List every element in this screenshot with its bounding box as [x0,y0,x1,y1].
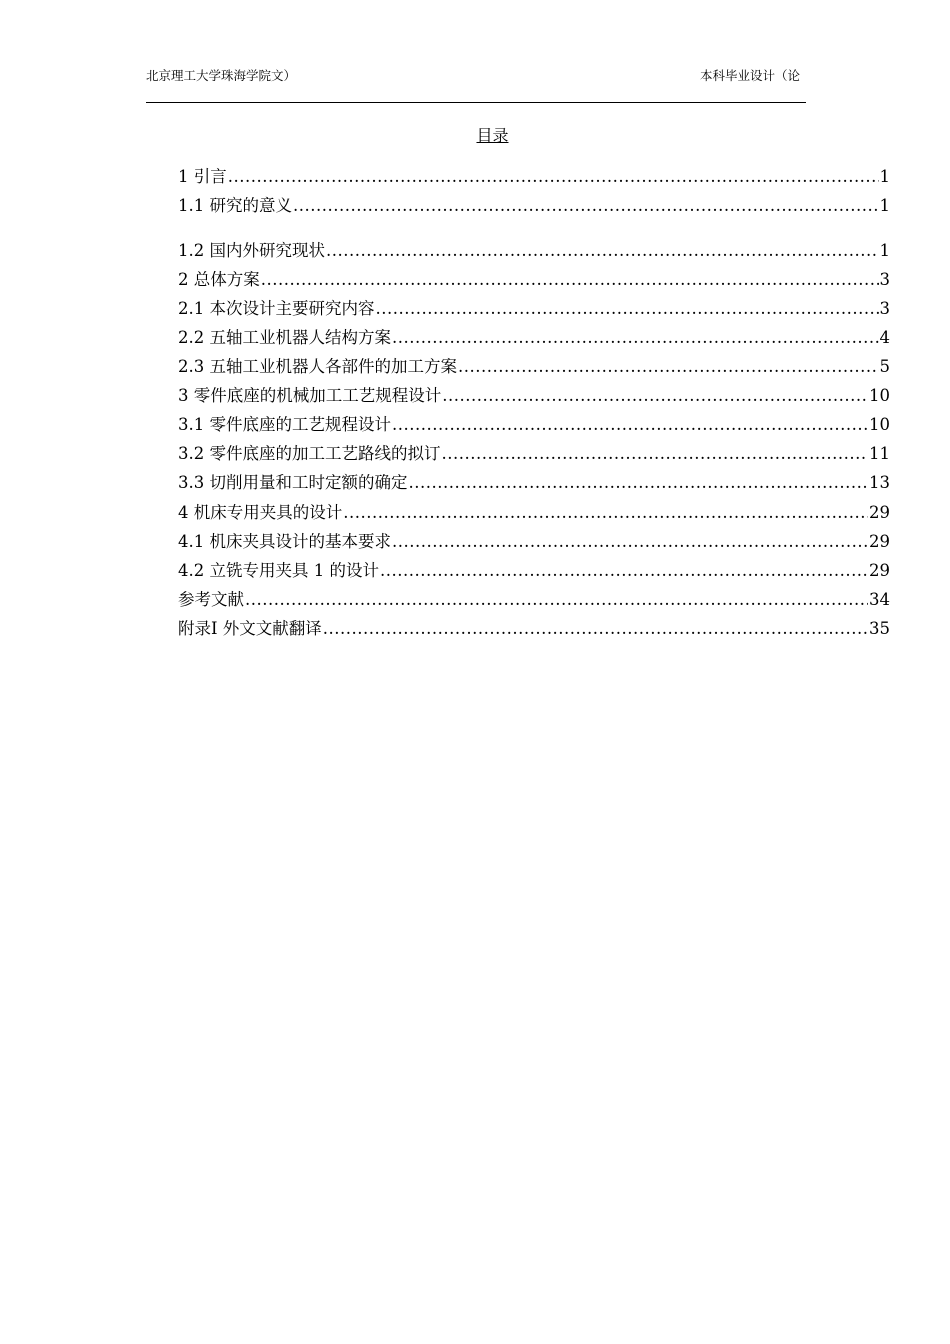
toc-leader-dots [442,385,868,407]
toc-entry[interactable] [178,356,890,378]
toc-entry[interactable] [178,269,890,291]
toc-entry[interactable] [178,166,890,188]
toc-entry-page: 3 [879,299,890,318]
toc-entry-label: 3.2 零件底座的加工工艺路线的拟订 [178,444,441,463]
toc-entry-page: 29 [869,503,890,522]
toc-leader-dots [409,472,869,494]
toc-title-text: 目录 [476,126,509,145]
toc-entry-label: 1.2 国内外研究现状 [178,241,325,260]
toc-entry[interactable] [178,502,890,524]
toc-entry-label: 1.1 研究的意义 [178,196,292,215]
toc-leader-dots [326,240,879,262]
toc-entry-label: 4 机床专用夹具的设计 [178,503,343,522]
toc-entry-page: 29 [869,561,890,580]
toc-entry[interactable] [178,531,890,553]
toc-entry[interactable] [178,443,890,465]
toc-entry-page: 10 [869,386,890,405]
toc-entry-label: 3 零件底座的机械加工工艺规程设计 [178,386,442,405]
toc-entry-page: 5 [879,357,890,376]
toc-entry-label: 4.1 机床夹具设计的基本要求 [178,532,391,551]
toc-entry[interactable] [178,327,890,349]
toc-entry-label: 附录Ⅰ 外文文献翻译 [178,619,322,638]
toc-entry-label: 3.3 切削用量和工时定额的确定 [178,473,408,492]
toc-entry-label: 4.2 立铣专用夹具 1 的设计 [178,561,379,580]
toc-entry-page: 1 [879,241,890,260]
toc-leader-dots [261,269,879,291]
toc-entry[interactable] [178,618,890,640]
toc-leader-dots [343,502,868,524]
toc-leader-dots [245,589,868,611]
toc-entry-page: 4 [879,328,890,347]
toc-entry[interactable] [178,240,890,262]
toc-entry-page: 13 [869,473,890,492]
toc-entry-page: 1 [879,167,890,186]
toc-entry-page: 10 [869,415,890,434]
toc-entry[interactable] [178,195,890,217]
toc-entry-label: 2.1 本次设计主要研究内容 [178,299,375,318]
toc-entry-page: 34 [869,590,890,609]
toc-entry-page: 3 [879,270,890,289]
toc-entry-label: 1 引言 [178,167,227,186]
toc-leader-dots [392,414,868,436]
toc-leader-dots [392,327,879,349]
page-header [146,68,806,103]
toc-leader-dots [380,560,868,582]
toc-entry-page: 35 [869,619,890,638]
header-document-type: 本科毕业设计（论 [699,68,800,83]
toc-entry-page: 29 [869,532,890,551]
toc-leader-dots [293,195,879,217]
toc-entry[interactable] [178,589,890,611]
toc-entry[interactable] [178,298,890,320]
toc-entry-label: 3.1 零件底座的工艺规程设计 [178,415,391,434]
toc-entry[interactable] [178,560,890,582]
toc-entry[interactable] [178,472,890,494]
toc-entry-page: 1 [879,196,890,215]
header-institution: 北京理工大学珠海学院文） [146,68,297,83]
toc-leader-dots [458,356,879,378]
toc-entry-label: 2.2 五轴工业机器人结构方案 [178,328,391,347]
toc-entry[interactable] [178,414,890,436]
toc-entry[interactable] [178,385,890,407]
toc-leader-dots [392,531,868,553]
toc-leader-dots [228,166,879,188]
toc-leader-dots [323,618,868,640]
toc-entry-page: 11 [869,444,890,463]
toc-entry-label: 2.3 五轴工业机器人各部件的加工方案 [178,357,457,376]
toc-entry-label: 2 总体方案 [178,270,260,289]
toc-entry-label: 参考文献 [178,590,244,609]
toc-leader-dots [376,298,879,320]
toc-title [0,126,950,146]
toc-leader-dots [442,443,869,465]
